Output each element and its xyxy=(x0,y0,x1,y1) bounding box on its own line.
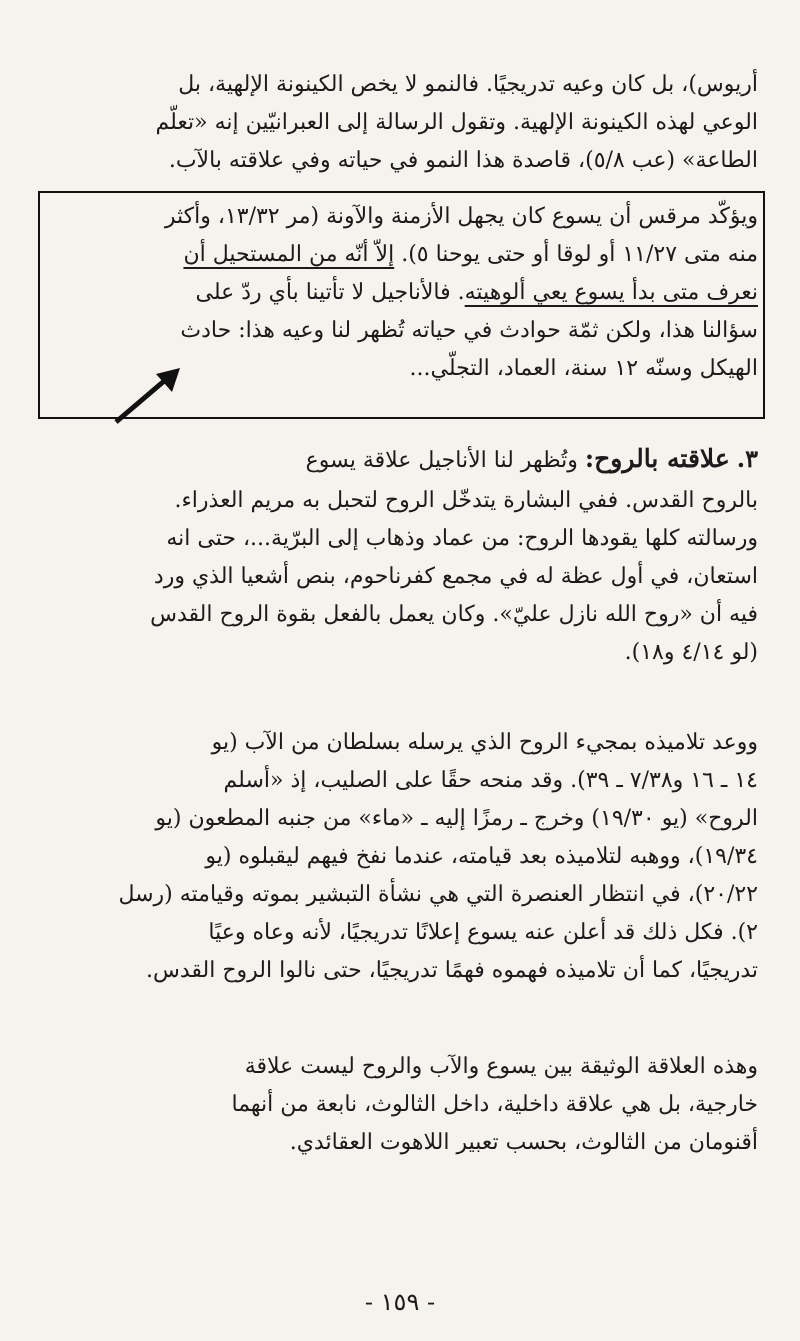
paragraph-4 xyxy=(46,724,758,990)
boxed-line-3 xyxy=(46,274,758,312)
underlined-phrase-2: نعرف متى بدأ يسوع يعي ألوهيته xyxy=(464,280,758,305)
paragraph-4-line: الروح» (يو ١٩/٣٠) وخرج ـ رمزًا إليه ـ «ماء» من جنبه المطعون (يو xyxy=(155,806,758,831)
paragraph-5-line: وهذه العلاقة الوثيقة بين يسوع والآب والروح ليست علاقة xyxy=(244,1054,758,1079)
paragraph-4-line: ٢٠/٢٢)، في انتظار العنصرة التي هي نشأة التبشير بموته وقيامته (رسل xyxy=(118,882,758,907)
paragraph-4-line: ١٤ ـ ١٦ و٧/٣٨ ـ ٣٩). وقد منحه حقًا على الصليب، إذ «أسلم xyxy=(223,768,758,793)
boxed-line-5: الهيكل وسنّه ١٢ سنة، العماد، التجلّي... xyxy=(409,356,758,381)
section-title: علاقته بالروح: xyxy=(584,444,730,473)
section-3-line: بالروح القدس. ففي البشارة يتدخّل الروح لتحبل به مريم العذراء. xyxy=(174,488,758,513)
paragraph-4-line: ١٩/٣٤)، ووهبه لتلاميذه بعد قيامته، عندما نفخ فيهم ليقبلوه (يو xyxy=(205,844,758,869)
paragraph-4-line: ووعد تلاميذه بمجيء الروح الذي يرسله بسلطان من الآب (يو xyxy=(211,730,758,755)
paragraph-1-line: أريوس)، بل كان وعيه تدريجيًا. فالنمو لا يخص الكينونة الإلهية، بل xyxy=(178,72,758,97)
paragraph-1 xyxy=(46,66,758,180)
section-3-line: ورسالته كلها يقودها الروح: من عماد وذهاب إلى البرّية...، حتى انه xyxy=(166,526,758,551)
section-3-line: فيه أن «روح الله نازل عليّ». وكان يعمل بالفعل بقوة الروح القدس xyxy=(150,602,758,627)
section-3-line-1-rest: وتُظهر لنا الأناجيل علاقة يسوع xyxy=(305,448,585,473)
paragraph-1-line: الوعي لهذه الكينونة الإلهية. وتقول الرسالة إلى العبرانيّين إنه «تعلّم xyxy=(155,110,758,135)
paragraph-5 xyxy=(46,1048,758,1162)
section-3-line: استعان، في أول عظة له في مجمع كفرناحوم، بنص أشعيا الذي ورد xyxy=(153,564,758,589)
section-3-line: (لو ٤/١٤ و١٨). xyxy=(624,640,758,665)
arrow-icon xyxy=(108,360,188,430)
paragraph-4-line: تدريجيًا، كما أن تلاميذه فهموه فهمًا تدريجيًا، حتى نالوا الروح القدس. xyxy=(145,958,758,983)
paragraph-5-line: أقنومان من الثالوث، بحسب تعبير اللاهوت العقائدي. xyxy=(289,1130,758,1155)
boxed-line-4: سؤالنا هذا، ولكن ثمّة حوادث في حياته تُظهر لنا وعيه هذا: حادث xyxy=(180,318,758,343)
section-3-heading-line xyxy=(46,440,758,482)
paragraph-5-line: خارجية، بل هي علاقة داخلية، داخل الثالوث، نابعة من أنهما xyxy=(231,1092,758,1117)
boxed-line-2 xyxy=(46,236,758,274)
section-number: ٣. xyxy=(736,444,758,473)
boxed-line-1: ويؤكّد مرقس أن يسوع كان يجهل الأزمنة والآونة (مر ١٣/٣٢، وأكثر xyxy=(164,204,758,229)
section-3 xyxy=(46,440,758,672)
boxed-line-3-end: . فالأناجيل لا تأتينا بأي ردّ على xyxy=(195,280,465,305)
paragraph-4-line: ٢). فكل ذلك قد أعلن عنه يسوع إعلانًا تدريجيًا، لأنه وعاه وعيًا xyxy=(208,920,758,945)
page-number: - ١٥٩ - xyxy=(364,1288,436,1316)
underlined-phrase-1: إلاّ أنّه من المستحيل أن xyxy=(183,242,395,267)
paragraph-1-line: الطاعة» (عب ٥/٨)، قاصدة هذا النمو في حياته وفي علاقته بالآب. xyxy=(168,148,758,173)
boxed-line-2-start: منه متى ١١/٢٧ أو لوقا أو حتى يوحنا ٥). xyxy=(394,242,758,267)
